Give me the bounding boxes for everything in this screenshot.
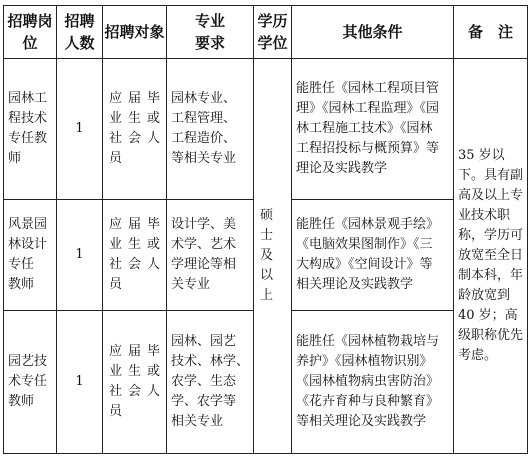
cell-major: 园林、园艺 技术、林学、 农学、生态 学、农学等 相关专业: [167, 311, 254, 454]
cell-target: 应届毕 业生或 社会人 员: [103, 59, 167, 200]
header-remark: 备 注: [454, 6, 528, 59]
cell-other: 能胜任《园林工程项目管 理》《园林工程监理》《园 林工程施工技术》《园林 工程招投标与概预算》等 理论及实践教学: [292, 59, 454, 200]
header-other: 其他条件: [292, 6, 454, 59]
header-degree: 学历 学位: [254, 6, 292, 59]
cell-count: 1: [57, 59, 103, 200]
cell-other: 能胜任《园林景观手绘》 《电脑效果图制作》《三 大构成》《空间设计》等 相关理论及实践教学: [292, 200, 454, 311]
cell-count: 1: [57, 200, 103, 311]
header-major: 专业 要求: [167, 6, 254, 59]
header-position: 招聘岗 位: [4, 6, 57, 59]
cell-major: 园林专业、 工程管理、 工程造价、 等相关专业: [167, 59, 254, 200]
cell-position: 风景园 林设计 专任 教师: [4, 200, 57, 311]
recruitment-table: [3, 5, 528, 454]
header-count: 招聘 人数: [57, 6, 103, 59]
cell-other: 能胜任《园林植物栽培与 养护》《园林植物识别》 《园林植物病虫害防治》 《花卉育种与良种繁育》 等相关理论及实践教学: [292, 311, 454, 454]
cell-position: 园艺技 术专任 教师: [4, 311, 57, 454]
cell-target: 应届毕 业生或 社会人 员: [103, 200, 167, 311]
table-row: [4, 59, 528, 200]
cell-major: 设计学、美 术学、艺术 学理论等相 关专业: [167, 200, 254, 311]
cell-degree: 硕士 及以 上: [254, 59, 292, 454]
cell-remark: 35 岁以下。具有副高及以上专业技术职称，学历可放宽至全日制本科，年龄放宽到 40 岁；高级职称优先考虑。: [454, 59, 528, 454]
cell-position: 园林工 程技术 专任教 师: [4, 59, 57, 200]
recruitment-table-container: [3, 5, 527, 454]
cell-target: 应届毕 业生或 社会人 员: [103, 311, 167, 454]
header-target: 招聘对象: [103, 6, 167, 59]
header-row: [4, 6, 528, 59]
cell-count: 1: [57, 311, 103, 454]
